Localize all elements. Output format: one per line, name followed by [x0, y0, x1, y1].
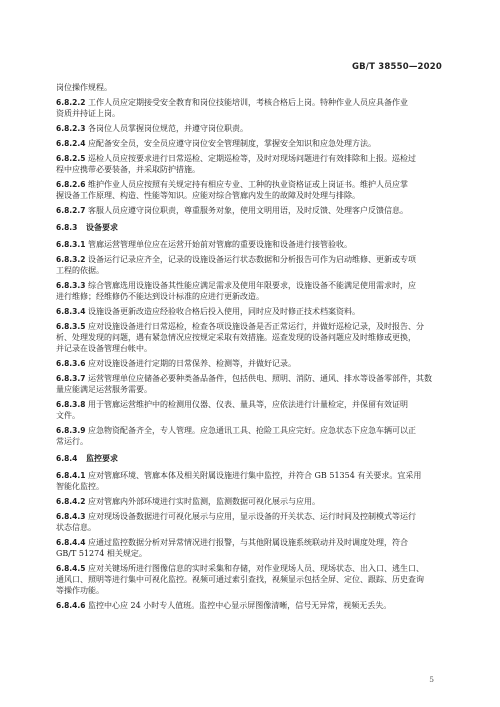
heading-number: 6.8.3 — [56, 223, 78, 232]
clause-text: 应对管廊内外部环境进行实时监测，监测数据可视化展示与应用。 — [88, 497, 320, 506]
clause-text: 综合管廊选用设施设备其性能应满足需求及使用年限要求，设施设备不能满足使用需求时，应 — [88, 281, 416, 290]
clause-text: 进行维修；经维修仍不能达到设计标准的应进行更新改造。 — [56, 292, 264, 301]
clause-6-8-4-3 — [56, 511, 446, 533]
clause-text: 智能化监控。 — [56, 482, 104, 491]
clause-6-8-3-2 — [56, 254, 446, 276]
clause-text: 应对管廊环境、管廊本体及相关附属设施进行集中监控，并符合 GB 51354 有关要求。宜采用 — [88, 471, 422, 480]
clause-text: 设备运行记录应齐全，记录的设施设备运行状态数据和分析报告可作为启动维修、更新或专项 — [88, 255, 416, 264]
heading-number: 6.8.4 — [56, 454, 78, 463]
clause-text: 各岗位人员掌握岗位规范，并遵守岗位职责。 — [88, 124, 248, 133]
clause-text: 量应能满足运营服务需要。 — [56, 385, 152, 394]
clause-text: 监控中心应 24 小时专人值班。监控中心显示屏图像清晰，信号无异常，视频无丢失。 — [88, 601, 392, 610]
clause-number: 6.8.4.1 — [56, 471, 86, 480]
clause-text: 应对设施设备进行日常巡检，检查各项设施设备是否正常运行，并做好巡检记录，及时报告、分 — [88, 322, 424, 331]
clause-number: 6.8.4.6 — [56, 601, 86, 610]
clause-6-8-2-4 — [56, 138, 446, 149]
clause-text: GB/T 51274 相关规定。 — [56, 549, 147, 558]
clause-number: 6.8.3.5 — [56, 322, 86, 331]
clause-number: 6.8.3.4 — [56, 307, 86, 316]
clause-text: 应急物资配备齐全，专人管理。应急通讯工具、抢险工具应完好。应急状态下应急车辆可以正 — [88, 426, 416, 435]
clause-text: 应配备安全员，安全员应遵守岗位安全管理制度，掌握安全知识和应急处理方法。 — [88, 139, 376, 148]
standard-number: GB/T 38550—2020 — [351, 62, 442, 72]
clause-text: 文件。 — [56, 411, 80, 420]
clause-text: 资质并持证上岗。 — [56, 109, 120, 118]
clause-number: 6.8.2.5 — [56, 154, 86, 163]
clause-6-8-4-1 — [56, 470, 446, 492]
section-heading-6-8-4 — [56, 453, 446, 464]
clause-text: 应对设施设备进行定期的日常保养、检测等，并做好记录。 — [88, 359, 296, 368]
clause-6-8-2-3 — [56, 123, 446, 134]
paragraph-intro — [56, 82, 446, 93]
clause-number: 6.8.3.9 — [56, 426, 86, 435]
clause-6-8-3-3 — [56, 280, 446, 302]
clause-6-8-3-6 — [56, 358, 446, 369]
clause-number: 6.8.4.4 — [56, 538, 86, 547]
paragraph-line: 岗位操作规程。 — [56, 83, 112, 92]
clause-number: 6.8.3.6 — [56, 359, 86, 368]
clause-6-8-3-1 — [56, 239, 446, 250]
clause-6-8-2-5 — [56, 153, 446, 175]
clause-6-8-3-7 — [56, 373, 446, 395]
clause-text: 程中应携带必要装备，并采取防护措施。 — [56, 165, 200, 174]
clause-number: 6.8.3.7 — [56, 374, 86, 383]
clause-6-8-2-7 — [56, 205, 446, 216]
clause-text: 工作人员应定期接受安全教育和岗位技能培训，考核合格后上岗。特种作业人员应具备作业 — [88, 98, 408, 107]
clause-6-8-4-2 — [56, 496, 446, 507]
clause-number: 6.8.2.2 — [56, 98, 86, 107]
clause-text: 巡检人员应按要求进行日常巡检、定期巡检等，及时对现场问题进行有效排除和上报。巡检过 — [88, 154, 416, 163]
clause-number: 6.8.2.4 — [56, 139, 86, 148]
clause-text: 握设备工作原理、构造、性能等知识。应能对综合管廊内发生的故障及时处理与排除。 — [56, 191, 360, 200]
clause-text: 等操作功能。 — [56, 586, 104, 595]
clause-text: 客服人员应遵守岗位职责，尊重服务对象，使用文明用语，及时反馈、处理客户反馈信息。 — [88, 206, 408, 215]
clause-text: 常运行。 — [56, 437, 88, 446]
clause-number: 6.8.3.3 — [56, 281, 86, 290]
clause-number: 6.8.3.1 — [56, 240, 86, 249]
clause-text: 应对现场设备数据进行可视化展示与应用，显示设备的开关状态、运行时间及控制模式等运行 — [88, 512, 416, 521]
clause-text: 管廊运营管理单位应在运营开始前对管廊的重要设施和设备进行接管验收。 — [88, 240, 352, 249]
clause-number: 6.8.4.5 — [56, 564, 86, 573]
clause-number: 6.8.4.3 — [56, 512, 86, 521]
clause-6-8-4-5 — [56, 563, 446, 596]
clause-6-8-3-8 — [56, 399, 446, 421]
page-number: 5 — [429, 675, 434, 684]
heading-title: 设备要求 — [86, 223, 118, 232]
section-heading-6-8-3 — [56, 222, 446, 233]
clause-text: 析、处理发现的问题，遇有紧急情况应按规定采取有效措施。巡查发现的设备问题应及时维修或更换， — [56, 333, 416, 342]
heading-title: 监控要求 — [86, 454, 118, 463]
clause-text: 用于管廊运营维护中的检测用仪器、仪表、量具等，应依法进行计量检定，并保留有效证明 — [88, 400, 408, 409]
clause-number: 6.8.2.3 — [56, 124, 86, 133]
clause-6-8-4-4 — [56, 537, 446, 559]
clause-text: 维护作业人员应按照有关规定持有相应专业、工种的执业资格证或上岗证书。维护人员应掌 — [88, 180, 408, 189]
clause-text: 状态信息。 — [56, 523, 96, 532]
clause-number: 6.8.4.2 — [56, 497, 86, 506]
clause-number: 6.8.3.2 — [56, 255, 86, 264]
clause-number: 6.8.3.8 — [56, 400, 86, 409]
clause-number: 6.8.2.7 — [56, 206, 86, 215]
clause-text: 并记录在设备管理台帐中。 — [56, 344, 152, 353]
clause-6-8-3-5 — [56, 321, 446, 354]
clause-text: 工程的依据。 — [56, 266, 104, 275]
clause-6-8-2-6 — [56, 179, 446, 201]
page-content — [56, 82, 446, 615]
clause-text: 通风口、照明等进行集中可视化监控。视频可通过索引查找，视频显示包括全屏、定位、跟踪、历史查询 — [56, 575, 424, 584]
clause-6-8-3-9 — [56, 425, 446, 447]
clause-text: 运营管理单位应储备必要种类备品备件，包括供电、照明、消防、通风、排水等设备零部件，其数 — [88, 374, 432, 383]
clause-number: 6.8.2.6 — [56, 180, 86, 189]
clause-6-8-2-2 — [56, 97, 446, 119]
clause-text: 应通过监控数据分析对异常情况进行报警，与其他附属设施系统联动并及时调度处理，符合 — [88, 538, 408, 547]
clause-text: 应对关键场所进行图像信息的实时采集和存储，对作业现场人员、现场状态、出入口、逃生口、 — [88, 564, 424, 573]
clause-text: 设施设备更新改造应经验收合格后投入使用，同时应及时修正技术档案资料。 — [88, 307, 360, 316]
clause-6-8-4-6 — [56, 600, 446, 611]
clause-6-8-3-4 — [56, 306, 446, 317]
